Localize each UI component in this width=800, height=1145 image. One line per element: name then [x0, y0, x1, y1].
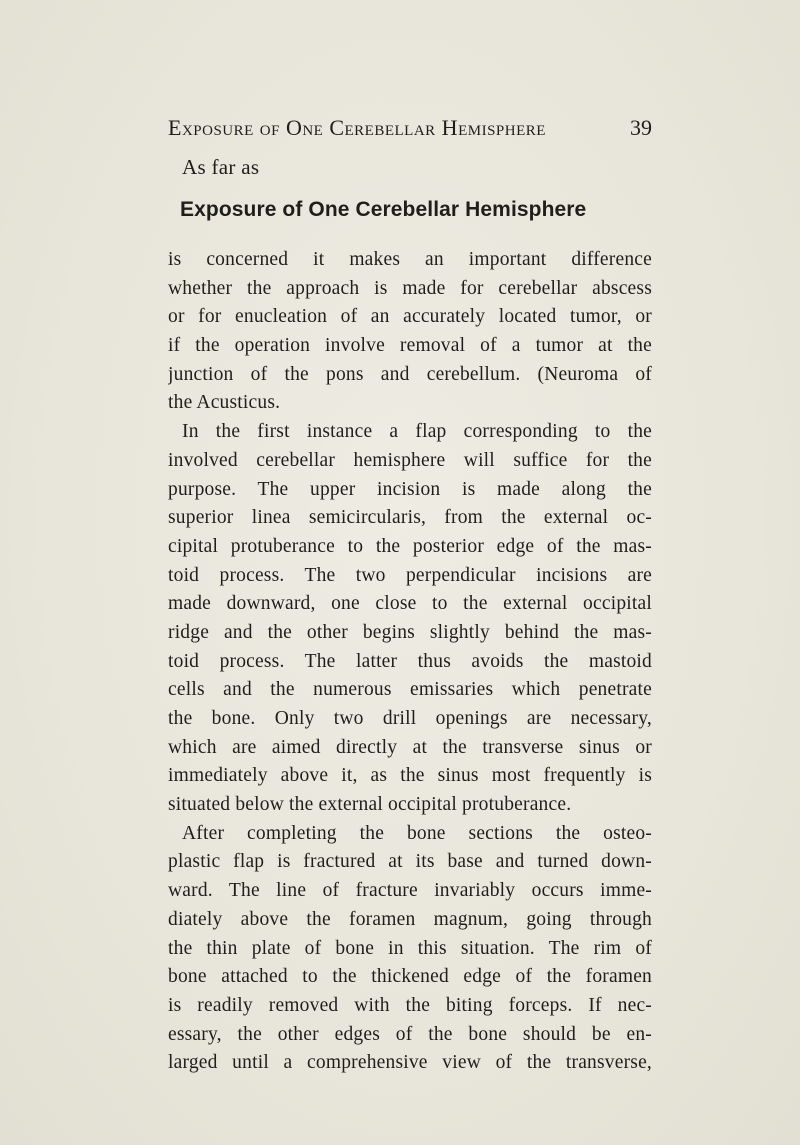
text-line: is readily removed with the biting forceps. If nec- — [168, 994, 652, 1016]
body-text — [168, 246, 652, 1078]
text-line: larged until a comprehensive view of the transverse, — [168, 1052, 652, 1074]
running-head — [168, 115, 652, 145]
text-line: immediately above it, as the sinus most frequently is — [168, 765, 652, 787]
text-line: bone attached to the thickened edge of the foramen — [168, 966, 652, 988]
text-line: the thin plate of bone in this situation. The rim of — [168, 937, 652, 959]
text-line: plastic flap is fractured at its base and turned down- — [168, 851, 652, 873]
text-line: is concerned it makes an important difference — [168, 249, 652, 270]
text-line: toid process. The latter thus avoids the mastoid — [168, 650, 652, 672]
text-line: the Acusticus. — [168, 392, 281, 414]
section-heading: Exposure of One Cerebellar Hemisphere — [180, 198, 587, 221]
text-line: After completing the bone sections the osteo- — [182, 822, 652, 844]
text-line: cipital protuberance to the posterior edge of the mas- — [168, 535, 652, 557]
text-line: purpose. The upper incision is made along the — [168, 478, 652, 500]
text-line: superior linea semicircularis, from the external oc- — [168, 507, 652, 529]
text-line: diately above the foramen magnum, going through — [168, 908, 652, 930]
text-line: junction of the pons and cerebellum. (Neuroma of — [168, 363, 652, 385]
text-line: if the operation involve removal of a tumor at the — [168, 335, 652, 357]
text-line: involved cerebellar hemisphere will suffice for the — [168, 449, 652, 471]
text-line: made downward, one close to the external occipital — [168, 593, 652, 615]
text-line: essary, the other edges of the bone should be en- — [168, 1023, 652, 1045]
text-line: ward. The line of fracture invariably occurs imme- — [168, 880, 652, 902]
text-line: or for enucleation of an accurately located tumor, or — [168, 306, 652, 328]
running-title: Exposure of One Cerebellar Hemisphere — [168, 115, 546, 140]
intro-text: As far as — [182, 155, 260, 179]
text-line: toid process. The two perpendicular incisions are — [168, 564, 652, 586]
page-number: 39 — [630, 115, 652, 140]
text-line: which are aimed directly at the transverse sinus or — [168, 736, 652, 758]
text-line: cells and the numerous emissaries which penetrate — [168, 679, 652, 701]
text-line: situated below the external occipital protuberance. — [168, 794, 572, 816]
text-line: In the first instance a flap corresponding to the — [182, 421, 652, 443]
text-line: ridge and the other begins slightly behind the mas- — [168, 621, 652, 643]
text-line: the bone. Only two drill openings are necessary, — [168, 708, 652, 729]
text-line: whether the approach is made for cerebellar abscess — [168, 277, 652, 299]
